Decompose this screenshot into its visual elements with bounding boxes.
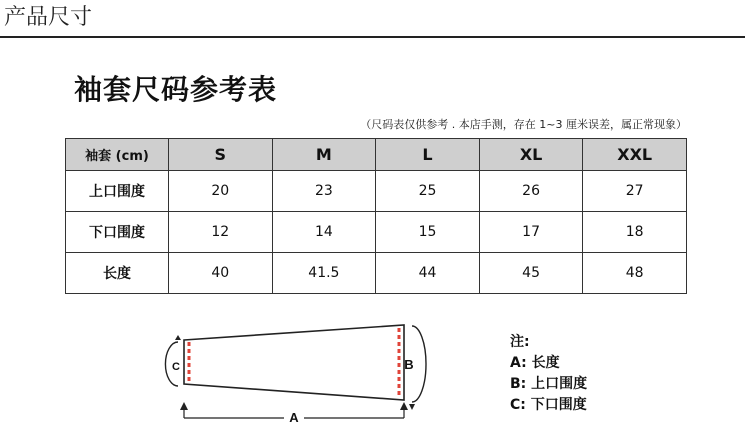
a-right-arrow-icon — [400, 402, 408, 410]
label-a: A — [289, 410, 299, 425]
size-header: L — [376, 139, 480, 171]
table-cell: 12 — [169, 212, 273, 253]
chart-title: 袖套尺码参考表 — [74, 73, 278, 106]
b-arc — [412, 326, 426, 402]
size-table — [65, 138, 687, 294]
a-left-arrow-icon — [180, 402, 188, 410]
size-header: XXL — [583, 139, 687, 171]
c-arrow-icon — [175, 335, 181, 340]
note-item: C: 下口围度 — [510, 397, 587, 413]
table-cell: 25 — [376, 171, 480, 212]
label-b: B — [404, 357, 414, 372]
row-label: 长度 — [66, 253, 169, 294]
table-cell: 17 — [479, 212, 583, 253]
size-header: S — [169, 139, 273, 171]
table-cell: 27 — [583, 171, 687, 212]
table-cell: 23 — [272, 171, 376, 212]
size-header: XL — [479, 139, 583, 171]
b-arrow-icon — [409, 404, 415, 410]
table-cell: 44 — [376, 253, 480, 294]
table-cell: 14 — [272, 212, 376, 253]
table-cell: 26 — [479, 171, 583, 212]
table-cell: 20 — [169, 171, 273, 212]
table-cell: 48 — [583, 253, 687, 294]
sleeve-diagram — [160, 318, 440, 428]
table-cell: 18 — [583, 212, 687, 253]
corner-header: 袖套 (cm) — [66, 139, 169, 171]
row-label: 下口围度 — [66, 212, 169, 253]
disclaimer-note: （尺码表仅供参考 . 本店手测，存在 1~3 厘米误差，属正常现象） — [360, 118, 687, 131]
row-label: 上口围度 — [66, 171, 169, 212]
table-row — [66, 171, 687, 212]
notes-heading: 注: — [510, 334, 530, 350]
table-cell: 15 — [376, 212, 480, 253]
table-header-row — [66, 139, 687, 171]
table-cell: 41.5 — [272, 253, 376, 294]
note-item: B: 上口围度 — [510, 376, 588, 392]
page-header — [0, 0, 745, 38]
note-item: A: 长度 — [510, 355, 560, 371]
sleeve-outline — [184, 325, 404, 400]
label-c: C — [172, 361, 180, 373]
notes — [510, 332, 587, 416]
table-cell: 45 — [479, 253, 583, 294]
table-cell: 40 — [169, 253, 273, 294]
size-header: M — [272, 139, 376, 171]
table-row — [66, 253, 687, 294]
table-row — [66, 212, 687, 253]
page-header-title: 产品尺寸 — [4, 5, 93, 30]
